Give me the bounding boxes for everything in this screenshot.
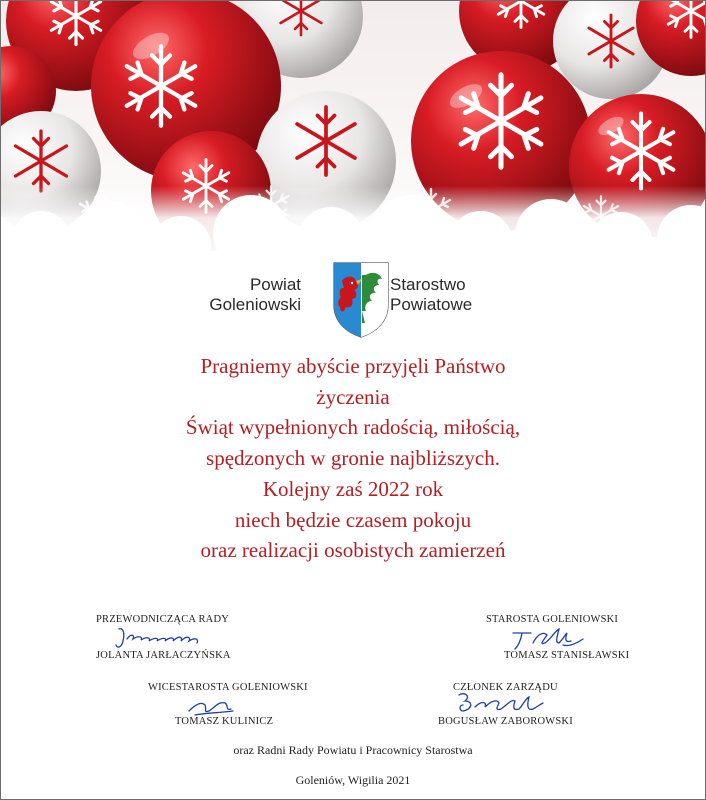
footer-place-date: Goleniów, Wigilia 2021 bbox=[295, 773, 411, 787]
board-signature-icon bbox=[453, 689, 548, 719]
greeting-text bbox=[1, 351, 705, 566]
christmas-baubles-banner bbox=[1, 1, 705, 266]
vice-role: WICESTAROSTA GOLENIOWSKI bbox=[148, 682, 308, 693]
powiat-name: Powiat Goleniowski bbox=[209, 275, 301, 314]
greeting-line: Kolejny zaś 2022 rok bbox=[262, 476, 444, 501]
footer-staff: oraz Radni Rady Powiatu i Pracownicy Starostwa bbox=[233, 743, 473, 757]
header-logos bbox=[1, 261, 705, 341]
greeting-line: oraz realizacji osobistych zamierzeń bbox=[200, 538, 506, 563]
vice-name: TOMASZ KULINICZ bbox=[175, 716, 274, 727]
greeting-line: spędzonych w gronie najbliższych. bbox=[206, 446, 500, 471]
board-name: BOGUSŁAW ZABOROWSKI bbox=[438, 716, 573, 727]
greeting-line: życzenia bbox=[316, 384, 390, 409]
vice-signature-icon bbox=[185, 691, 245, 719]
starosta-name: TOMASZ STANISŁAWSKI bbox=[504, 650, 630, 661]
greeting-line: Świąt wypełnionych radością, miłością, bbox=[185, 415, 521, 440]
greeting-line: niech będzie czasem pokoju bbox=[234, 507, 472, 532]
chair-name: JOLANTA JARŁACZYŃSKA bbox=[96, 650, 231, 661]
starostwo-name: Starostwo Powiatowe bbox=[390, 275, 473, 314]
coat-of-arms-griffin-icon bbox=[332, 261, 390, 339]
greeting-line: Pragniemy abyście przyjęli Państwo bbox=[200, 354, 506, 378]
board-role: CZŁONEK ZARZĄDU bbox=[453, 682, 558, 693]
starosta-role: STAROSTA GOLENIOWSKI bbox=[486, 614, 619, 625]
chair-role: PRZEWODNICZĄCA RADY bbox=[96, 614, 230, 625]
starosta-signature-icon bbox=[509, 621, 589, 653]
